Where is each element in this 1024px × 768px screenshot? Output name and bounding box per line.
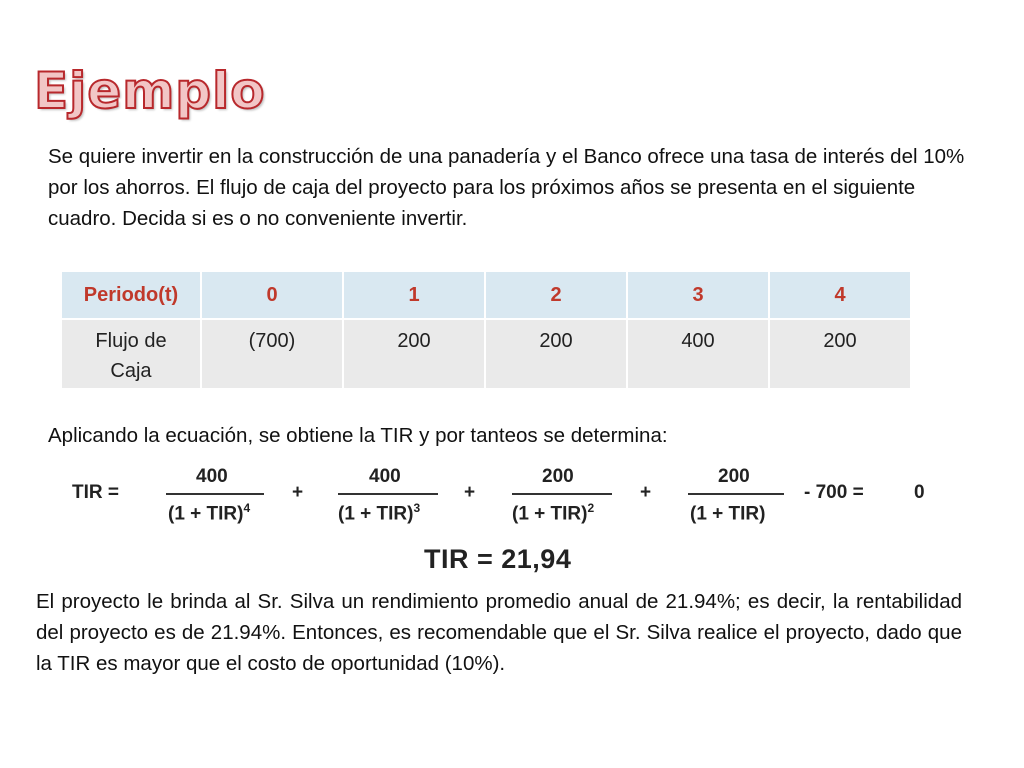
plus-sign: +: [640, 482, 652, 503]
table-cell: [202, 320, 342, 388]
term-denominator: (1 + TIR)$^2$: [512, 501, 595, 525]
cell-value: (700): [248, 330, 296, 352]
term-denominator: (1 + TIR): [690, 503, 766, 525]
table-cell: [344, 320, 484, 388]
cash-flow-table: [60, 270, 912, 390]
intro-paragraph: Se quiere invertir en la construcción de una panadería y el Banco ofrece una tasa de interés del 10% por los ahorros. El flujo de caja del proyecto para los próximos años se presenta en el siguiente cuadro. Decida si es o no conveniente invertir.: [48, 145, 965, 230]
fraction-bar: [512, 493, 612, 495]
cell-value: 200: [397, 330, 431, 352]
plus-sign: +: [292, 482, 304, 503]
term-numerator: 200: [542, 466, 574, 487]
fraction-bar: [688, 493, 784, 495]
table-cell: [486, 320, 626, 388]
fraction-bar: [166, 493, 264, 495]
cell-value: 200: [539, 330, 573, 352]
table-cell: [628, 320, 768, 388]
row-label-cell: [62, 320, 200, 388]
term-numerator: 400: [369, 466, 401, 487]
term-denominator: (1 + TIR)$^3$: [338, 501, 421, 525]
header-cell-periodo: Periodo(t): [62, 272, 200, 318]
header-cell-1: 1: [344, 272, 484, 318]
row-label: Flujo de Caja: [95, 330, 167, 382]
header-cell-0: 0: [202, 272, 342, 318]
table-row: [62, 320, 910, 388]
table-header-row: [62, 272, 910, 318]
conclusion-paragraph: El proyecto le brinda al Sr. Silva un rendimiento promedio anual de 21.94%; es decir, la rentabilidad del proyecto es de 21.94%. Entonces, es recomendable que el Sr. Silva realice el proyecto, dado que la TIR es mayor que el costo de oportunidad (10%).: [36, 590, 962, 675]
term-numerator: 400: [196, 466, 228, 487]
equation-lhs: TIR =: [72, 482, 119, 503]
tir-result: TIR = 21,94: [424, 544, 572, 574]
table-cell: [770, 320, 910, 388]
equation-tail: - 700 =: [804, 482, 864, 503]
apply-text: Aplicando la ecuación, se obtiene la TIR y por tanteos se determina:: [48, 424, 668, 447]
header-cell-2: 2: [486, 272, 626, 318]
header-cell-4: 4: [770, 272, 910, 318]
plus-sign: +: [464, 482, 476, 503]
fraction-bar: [338, 493, 438, 495]
term-numerator: 200: [718, 466, 750, 487]
cell-value: 400: [681, 330, 715, 352]
equation-rhs: 0: [914, 482, 925, 503]
header-cell-3: 3: [628, 272, 768, 318]
slide-title: Ejemplo: [34, 62, 266, 120]
cell-value: 200: [823, 330, 857, 352]
term-denominator: (1 + TIR)$^4$: [168, 501, 251, 525]
tir-equation: [0, 456, 1024, 536]
